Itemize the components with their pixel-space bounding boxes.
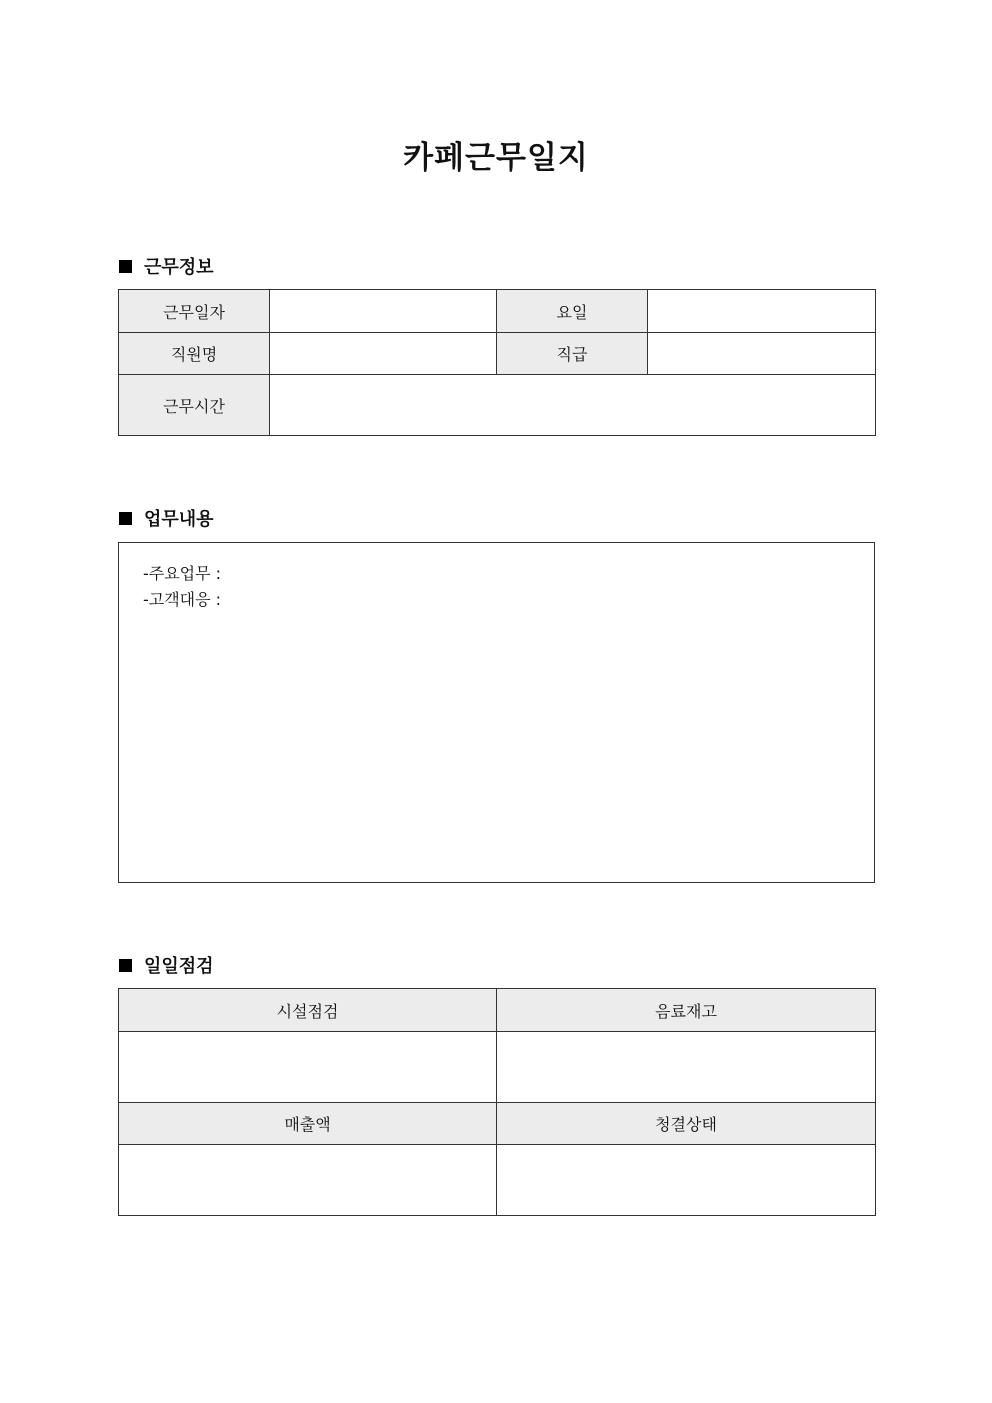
beverage-stock-label: 음료재고 — [497, 989, 876, 1032]
position-field[interactable] — [648, 333, 876, 375]
cleanliness-field[interactable] — [497, 1145, 876, 1216]
section-heading-work-content — [119, 505, 214, 531]
section-title: 근무정보 — [144, 257, 214, 278]
work-info-table — [118, 289, 876, 436]
work-date-field[interactable] — [270, 290, 497, 333]
section-heading-daily-check — [119, 952, 214, 978]
section-title: 일일점검 — [144, 956, 214, 977]
employee-name-field[interactable] — [270, 333, 497, 375]
square-bullet-icon — [119, 512, 132, 525]
daily-check-table — [118, 988, 876, 1216]
facility-check-field[interactable] — [119, 1032, 497, 1103]
section-title: 업무내용 — [144, 509, 214, 530]
square-bullet-icon — [119, 260, 132, 273]
sales-field[interactable] — [119, 1145, 497, 1216]
main-tasks-line: -주요업무 : — [143, 564, 222, 583]
facility-check-label: 시설점검 — [119, 989, 497, 1032]
day-label: 요일 — [497, 290, 648, 333]
work-content-box[interactable] — [118, 542, 875, 883]
square-bullet-icon — [119, 959, 132, 972]
cleanliness-label: 청결상태 — [497, 1103, 876, 1145]
customer-service-line: -고객대응 : — [143, 590, 222, 609]
section-heading-work-info — [119, 253, 214, 279]
page-title: 카페근무일지 — [403, 140, 589, 176]
employee-name-label: 직원명 — [119, 333, 270, 375]
position-label: 직급 — [497, 333, 648, 375]
work-hours-field[interactable] — [270, 375, 876, 436]
sales-label: 매출액 — [119, 1103, 497, 1145]
work-hours-label: 근무시간 — [119, 375, 270, 436]
day-field[interactable] — [648, 290, 876, 333]
work-date-label: 근무일자 — [119, 290, 270, 333]
beverage-stock-field[interactable] — [497, 1032, 876, 1103]
